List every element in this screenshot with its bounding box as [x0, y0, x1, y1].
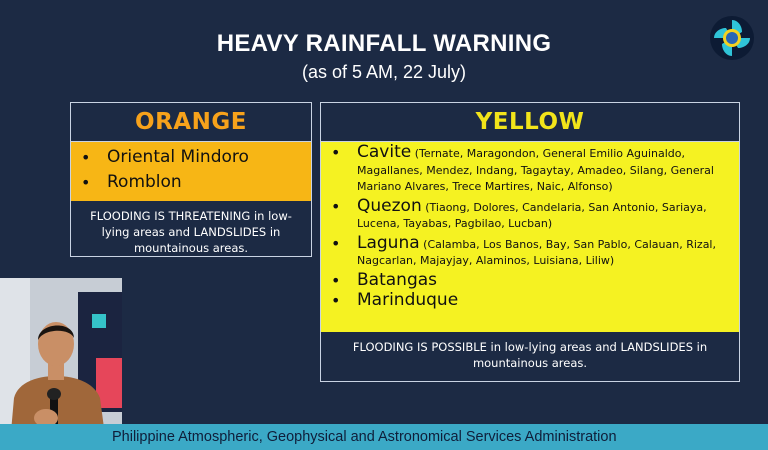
- yellow-note: FLOODING IS POSSIBLE in low-lying areas and LANDSLIDES in mountainous areas.: [352, 340, 708, 370]
- yellow-province-list: [321, 142, 739, 332]
- list-item: [71, 145, 311, 170]
- province-name: Cavite: [357, 142, 412, 162]
- list-item: [321, 144, 739, 196]
- list-item: [71, 170, 311, 195]
- list-item: [321, 232, 739, 270]
- yellow-header: YELLOW: [321, 103, 739, 142]
- province-areas: (Calamba, Los Banos, Bay, San Pablo, Calauan, Rizal, Nagcarlan, Majayjay, Alaminos, Luisiana, Liliw): [357, 237, 716, 267]
- footer-banner: [0, 424, 768, 450]
- footer-text: Philippine Atmospheric, Geophysical and Astronomical Services Administration: [112, 429, 617, 445]
- province-areas: (Tiaong, Dolores, Candelaria, San Antonio, Sariaya, Lucena, Tayabas, Pagbilao, Lucban): [357, 200, 707, 230]
- list-item: [321, 292, 739, 311]
- province-name: Oriental Mindoro: [107, 147, 249, 167]
- bullet-icon: •: [331, 270, 341, 290]
- page-title: HEAVY RAINFALL WARNING: [216, 30, 552, 57]
- bullet-icon: •: [331, 196, 341, 216]
- presenter-video: [0, 278, 122, 443]
- list-item: [321, 269, 739, 291]
- province-name: Romblon: [107, 172, 182, 192]
- pagasa-logo-icon: [708, 14, 756, 62]
- orange-header: ORANGE: [71, 103, 311, 142]
- yellow-warning-panel: [320, 102, 740, 382]
- bullet-icon: •: [81, 148, 91, 167]
- list-item: [321, 195, 739, 233]
- orange-warning-panel: [70, 102, 312, 257]
- bullet-icon: •: [81, 173, 91, 192]
- bullet-icon: •: [331, 143, 341, 162]
- page-subtitle: (as of 5 AM, 22 July): [301, 62, 467, 82]
- orange-note: FLOODING IS THREATENING in low-lying areas and LANDSLIDES in mountainous areas.: [90, 209, 292, 255]
- province-name: Laguna: [357, 232, 420, 253]
- province-name: Marinduque: [357, 290, 459, 310]
- province-name: Batangas: [357, 269, 438, 290]
- orange-province-list: [71, 142, 311, 201]
- province-areas: (Ternate, Maragondon, General Emilio Aguinaldo, Magallanes, Mendez, Indang, Tagaytay, Amadeo, Silang, General Mariano Alvares, Trece Martires, Naic, Alfonso): [357, 147, 714, 193]
- province-name: Quezon: [357, 195, 422, 216]
- bullet-icon: •: [331, 291, 341, 310]
- bullet-icon: •: [331, 233, 341, 253]
